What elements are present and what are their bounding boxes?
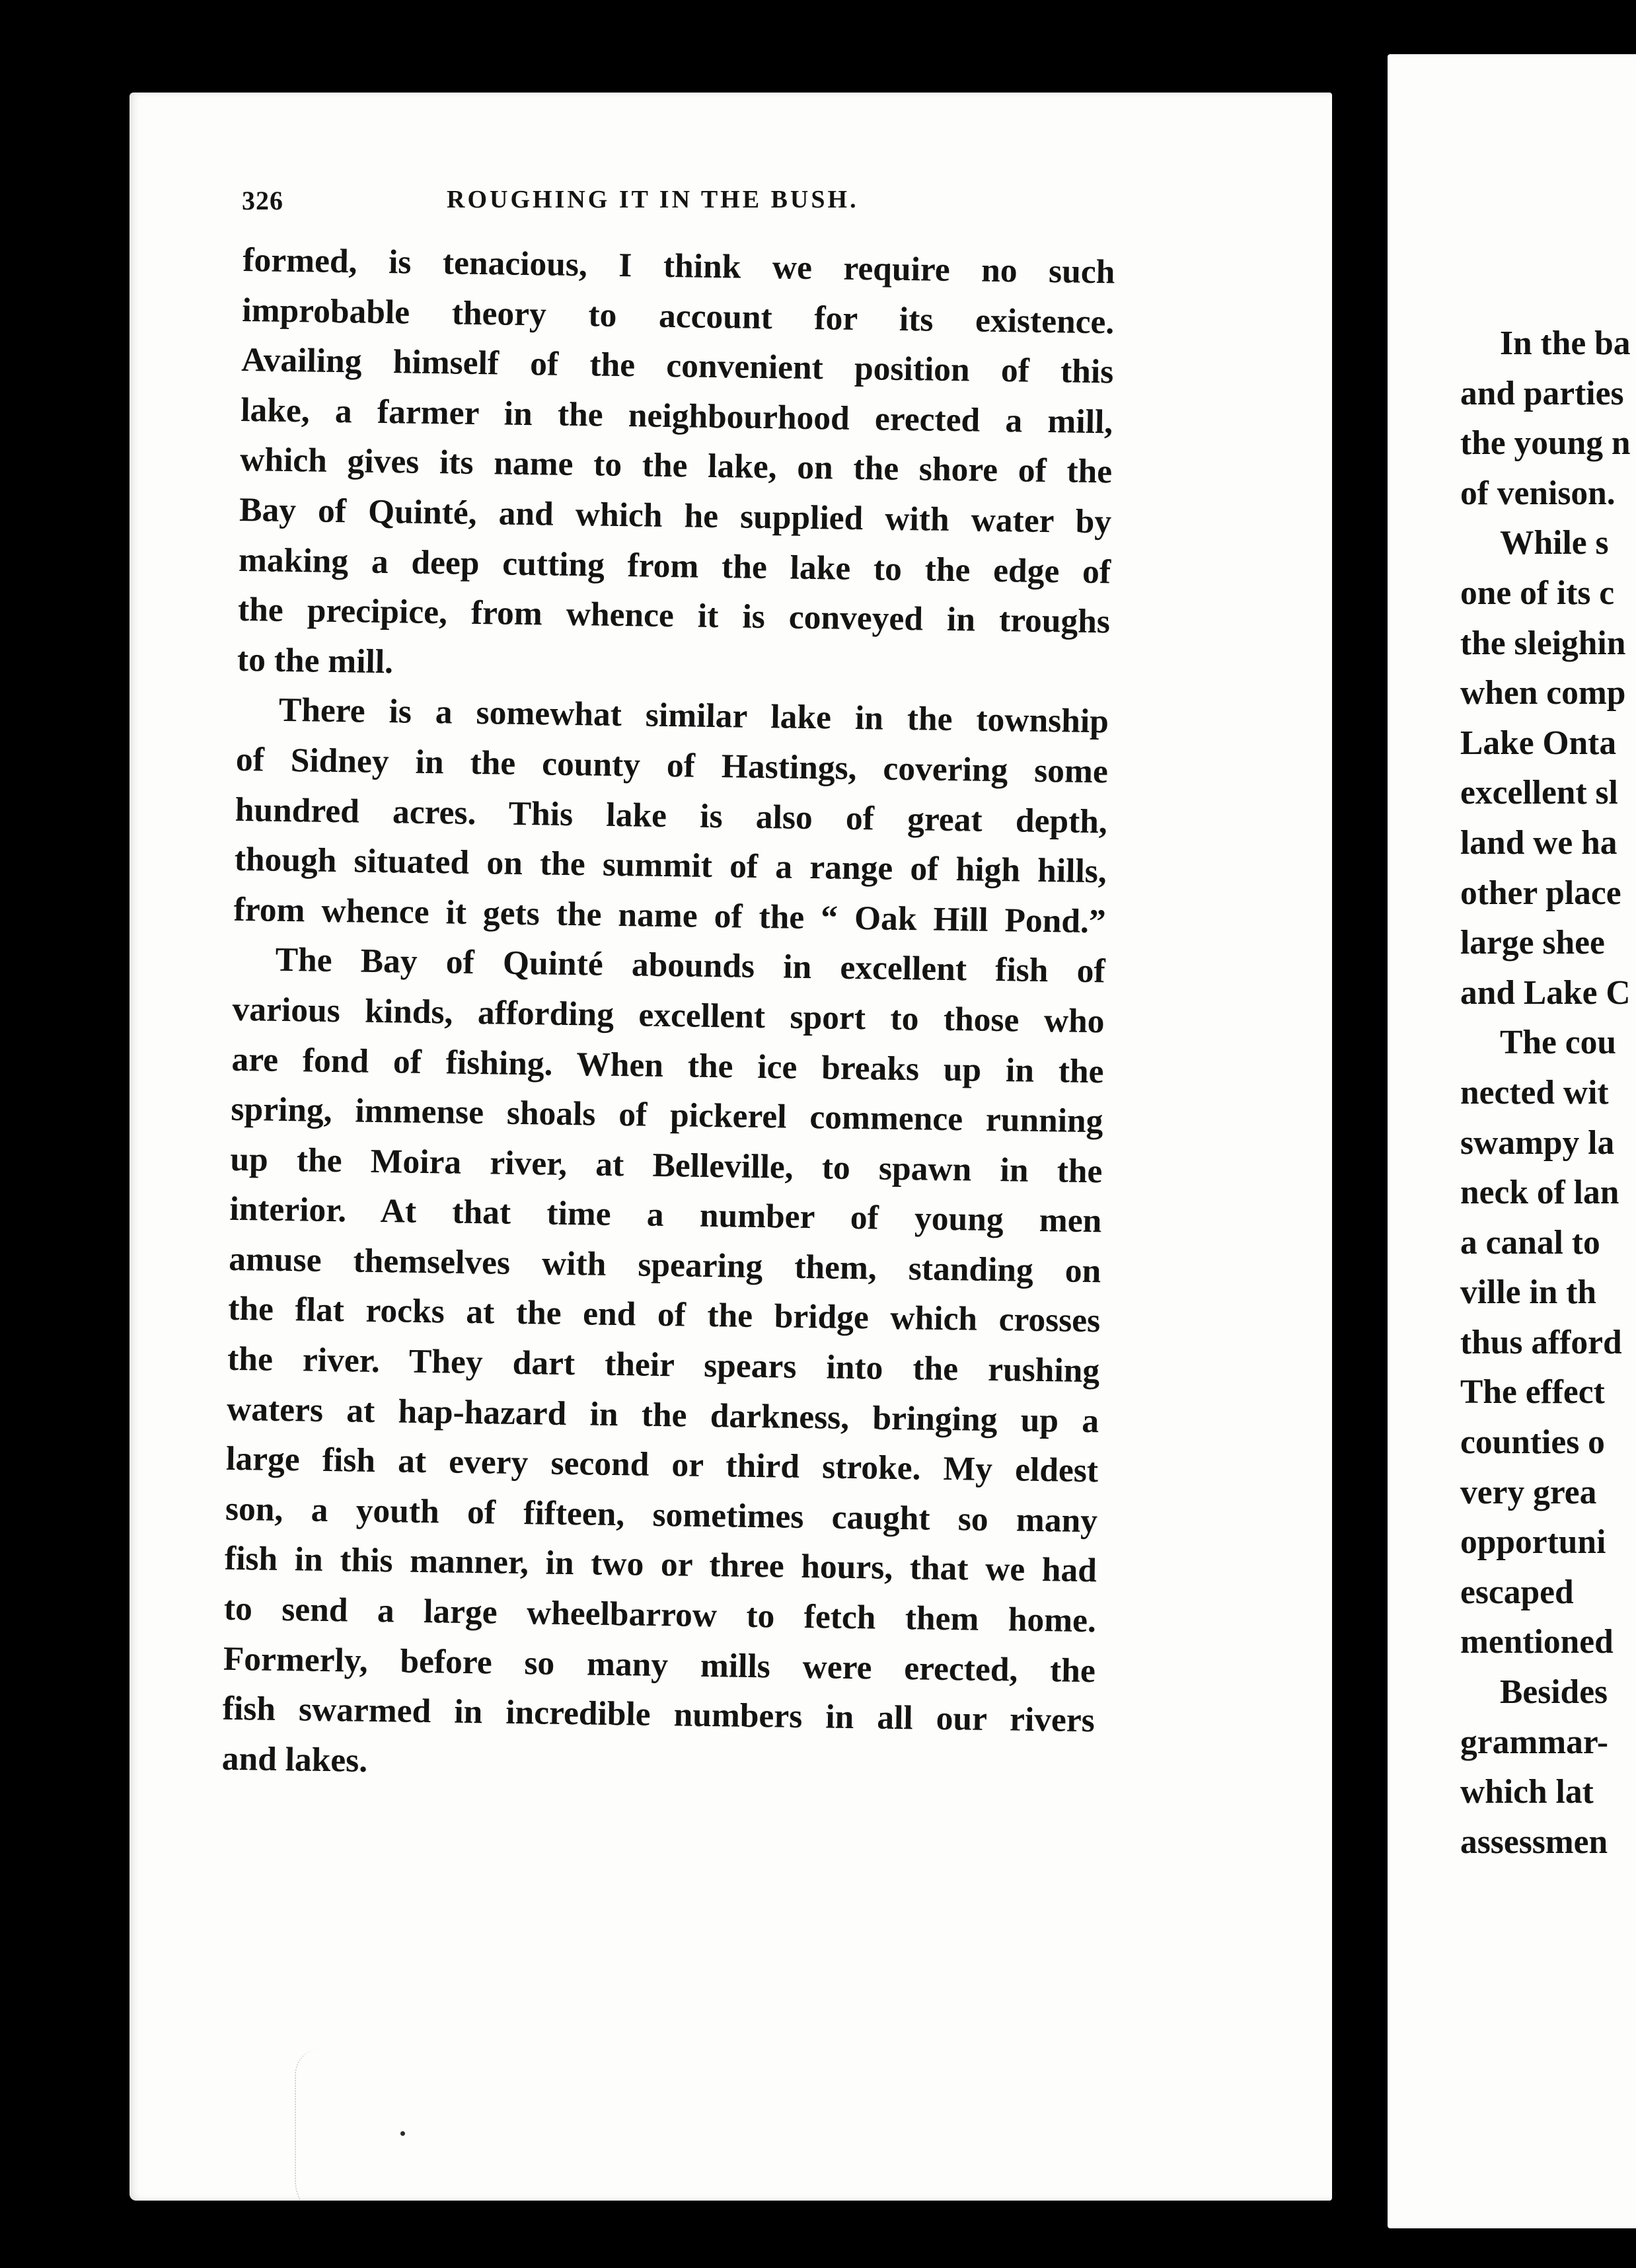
text-line: to send a large wheelbarrow to fetch them home.: [223, 1589, 1097, 1640]
text-line: large shee: [1460, 924, 1605, 962]
text-line: counties o: [1460, 1423, 1605, 1462]
text-line: The cou: [1500, 1024, 1616, 1062]
page-body-text: [221, 235, 1115, 1796]
text-line: other place: [1460, 874, 1621, 912]
text-line: improbable theory to account for its existence.: [242, 291, 1115, 342]
running-head-title: ROUGHING IT IN THE BUSH.: [447, 186, 859, 213]
ink-speck: [400, 2131, 405, 2136]
text-line: very grea: [1460, 1473, 1597, 1511]
text-line: formed, is tenacious, I think we require no such: [242, 241, 1115, 291]
text-line: which gives its name to the lake, on the shore of the: [239, 441, 1113, 491]
text-line: While s: [1500, 524, 1609, 562]
text-line: of venison.: [1460, 474, 1616, 512]
text-line: fish swarmed in incredible numbers in all our rivers: [222, 1690, 1096, 1740]
right-book-page: [1388, 54, 1636, 2228]
text-line: from whence it gets the name of the “ Oak Hill Pond.”: [233, 890, 1107, 941]
text-line: swampy la: [1460, 1123, 1615, 1162]
running-head: [242, 185, 1022, 231]
text-line: son, a youth of fifteen, sometimes caught so many: [225, 1490, 1098, 1540]
text-line: the young n: [1460, 424, 1631, 463]
text-line: a canal to: [1460, 1223, 1600, 1262]
text-line: escaped: [1460, 1573, 1574, 1611]
text-line: and parties: [1460, 374, 1624, 412]
text-line: the flat rocks at the end of the bridge which crosses: [227, 1290, 1101, 1340]
text-line: spring, immense shoals of pickerel commence running: [231, 1090, 1103, 1141]
text-line: opportuni: [1460, 1523, 1606, 1562]
text-line: Availing himself of the convenient position of this: [241, 341, 1114, 391]
text-line: lake, a farmer in the neighbourhood erected a mill,: [240, 391, 1113, 441]
text-line: when comp: [1460, 674, 1626, 712]
text-line: thus afford: [1460, 1323, 1622, 1361]
text-line: the precipice, from whence it is conveyed in troughs: [237, 591, 1111, 641]
text-line: Lake Onta: [1460, 724, 1617, 762]
text-line: large fish at every second or third stroke. My eldest: [225, 1440, 1099, 1490]
text-line: grammar-: [1460, 1723, 1609, 1761]
text-line: Bay of Quinté, and which he supplied with water by: [239, 490, 1112, 541]
text-line: amuse themselves with spearing them, standing on: [228, 1240, 1101, 1291]
text-line: hundred acres. This lake is also of great depth,: [235, 790, 1108, 841]
text-line: making a deep cutting from the lake to the edge of: [238, 541, 1111, 591]
text-line: and lakes.: [221, 1739, 368, 1780]
text-line: neck of lan: [1460, 1174, 1619, 1212]
text-line: Besides: [1500, 1673, 1608, 1712]
text-line: excellent sl: [1460, 774, 1618, 812]
text-line: which lat: [1460, 1773, 1594, 1811]
text-line: land we ha: [1460, 823, 1617, 862]
page-number: 326: [242, 186, 283, 215]
text-line: assessmen: [1460, 1823, 1608, 1861]
text-line: The Bay of Quinté abounds in excellent fish of: [275, 941, 1105, 991]
text-line: In the ba: [1500, 324, 1631, 362]
text-line: interior. At that time a number of young men: [229, 1190, 1102, 1240]
text-line: waters at hap-hazard in the darkness, bringing up a: [226, 1390, 1099, 1440]
text-line: the sleighin: [1460, 624, 1626, 662]
text-line: one of its c: [1460, 574, 1615, 612]
text-line: Formerly, before so many mills were erected, the: [223, 1640, 1096, 1690]
text-line: of Sidney in the county of Hastings, covering some: [235, 740, 1109, 791]
text-line: to the mill.: [237, 640, 394, 681]
text-line: though situated on the summit of a range of high hills,: [234, 841, 1107, 891]
text-line: up the Moira river, at Belleville, to spawn in the: [230, 1140, 1103, 1190]
text-line: are fond of fishing. When the ice breaks up in the: [231, 1040, 1104, 1090]
page-edge-mark: [295, 2049, 402, 2201]
text-line: and Lake C: [1460, 973, 1631, 1012]
text-line: the river. They dart their spears into the rushing: [227, 1340, 1100, 1390]
text-line: fish in this manner, in two or three hours, that we had: [224, 1540, 1097, 1590]
text-line: various kinds, affording excellent sport to those who: [232, 990, 1105, 1041]
text-line: There is a somewhat similar lake in the township: [278, 691, 1109, 741]
text-line: ville in th: [1460, 1273, 1597, 1312]
right-page-text: [1460, 319, 1636, 1867]
text-line: The effect: [1460, 1373, 1605, 1412]
text-line: nected wit: [1460, 1073, 1609, 1112]
text-line: mentioned: [1460, 1623, 1614, 1661]
